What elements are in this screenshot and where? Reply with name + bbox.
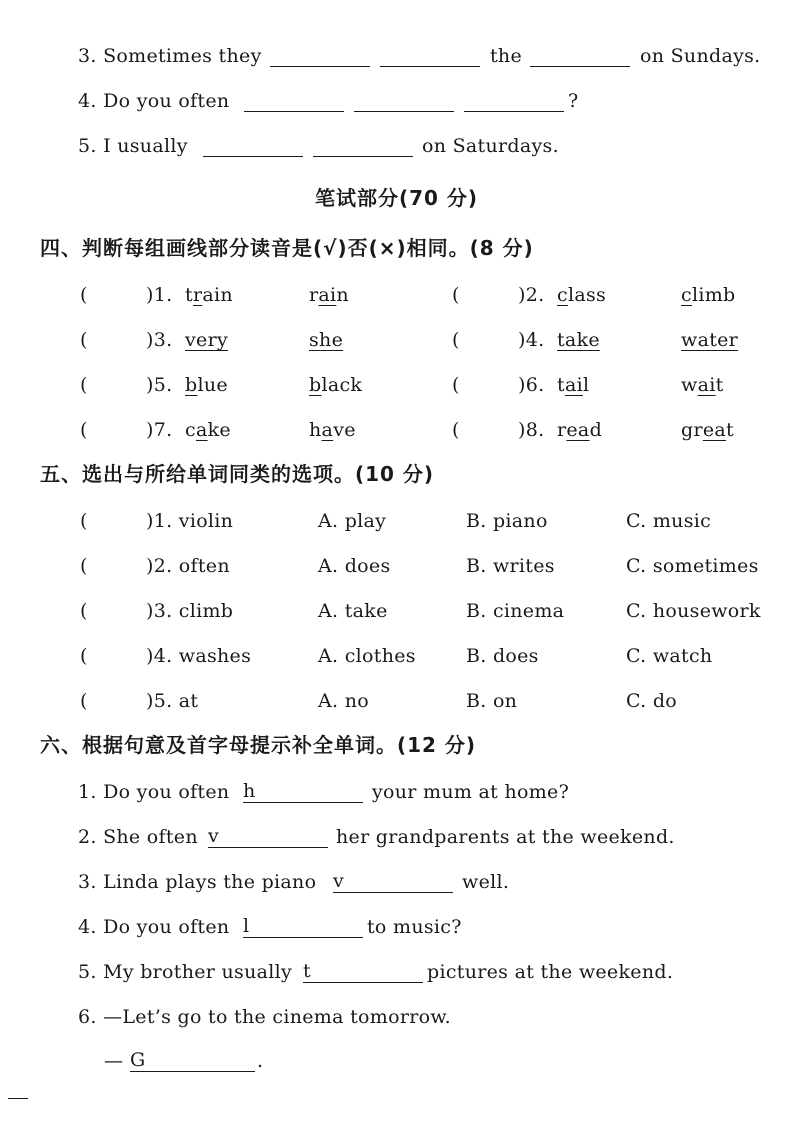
first-letter-hint: l xyxy=(243,915,250,937)
item-number: )4. xyxy=(518,329,545,351)
answer-blank[interactable] xyxy=(243,780,363,803)
sentence-end: her grandparents at the weekend. xyxy=(336,826,675,848)
word-1 xyxy=(557,324,600,356)
answer-blank[interactable] xyxy=(354,89,454,112)
first-letter-hint: h xyxy=(243,780,256,802)
answer-blank[interactable] xyxy=(270,44,370,67)
option-b[interactable]: B. writes xyxy=(466,555,555,577)
underlined-letters: ai xyxy=(564,374,583,396)
option-b[interactable]: B. does xyxy=(466,645,539,667)
item-number: )8. xyxy=(518,419,545,441)
word-2: wait xyxy=(681,374,724,396)
answer-blank[interactable] xyxy=(208,825,328,848)
underlined-letters: ai xyxy=(318,284,337,306)
answer-blank[interactable] xyxy=(464,89,564,112)
answer-paren[interactable]: ( xyxy=(452,284,460,306)
given-word: )4. washes xyxy=(146,645,252,667)
answer-blank[interactable] xyxy=(313,134,413,157)
underlined-letters: she xyxy=(309,329,344,351)
item-number: )3. xyxy=(146,329,173,351)
item-number: )5. xyxy=(146,374,173,396)
answer-paren[interactable]: ( xyxy=(80,690,88,712)
section-5-title: 五、选出与所给单词同类的选项。(10 分) xyxy=(40,462,435,486)
word-1: tail xyxy=(557,374,590,396)
item-number: )2. xyxy=(518,284,545,306)
underlined-letters: ai xyxy=(697,374,716,396)
fill-in-row xyxy=(0,866,794,898)
option-b[interactable]: B. piano xyxy=(466,510,548,532)
answer-paren[interactable]: ( xyxy=(452,419,460,441)
fill-in-row xyxy=(0,1001,794,1033)
given-word: )3. climb xyxy=(146,600,234,622)
word-2: rain xyxy=(309,284,349,306)
word-1: blue xyxy=(185,374,228,396)
classify-row xyxy=(0,640,794,672)
underlined-letters: take xyxy=(557,329,600,351)
answer-paren[interactable]: ( xyxy=(452,329,460,351)
word-1: train xyxy=(185,284,233,306)
answer-blank[interactable] xyxy=(244,89,344,112)
answer-paren[interactable]: ( xyxy=(80,645,88,667)
sentence-start: 2. She often xyxy=(78,826,198,848)
sentence-start: 6. —Let’s go to the cinema tomorrow. xyxy=(78,1006,451,1028)
option-b[interactable]: B. on xyxy=(466,690,518,712)
answer-paren[interactable]: ( xyxy=(80,374,88,396)
answer-blank[interactable] xyxy=(203,134,303,157)
classify-row xyxy=(0,685,794,717)
answer-blank[interactable] xyxy=(303,960,423,983)
listen-item-4: 4. Do you often ? xyxy=(78,90,579,112)
word-1: read xyxy=(557,419,603,441)
sentence-end: pictures at the weekend. xyxy=(427,961,674,983)
sentence-start: 4. Do you often xyxy=(78,916,230,938)
option-c[interactable]: C. sometimes xyxy=(626,555,759,577)
sound-compare-row xyxy=(0,369,794,401)
classify-row xyxy=(0,505,794,537)
sentence-end: your mum at home? xyxy=(372,781,570,803)
answer-paren[interactable]: ( xyxy=(80,284,88,306)
underlined-letters: ea xyxy=(702,419,727,441)
first-letter-hint: v xyxy=(208,825,220,847)
answer-blank[interactable] xyxy=(380,44,480,67)
word-1: cake xyxy=(185,419,231,441)
fill-in-row xyxy=(0,911,794,943)
underlined-letters: c xyxy=(681,284,692,306)
section-4-title: 四、判断每组画线部分读音是(√)否(×)相同。(8 分) xyxy=(40,236,534,260)
section-6-title: 六、根据句意及首字母提示补全单词。(12 分) xyxy=(40,733,477,757)
sound-compare-row xyxy=(0,414,794,446)
underlined-letters: very xyxy=(185,329,228,351)
written-part-title: 笔试部分(70 分) xyxy=(315,186,479,210)
page-corner-mark xyxy=(8,1098,28,1099)
answer-blank[interactable] xyxy=(530,44,630,67)
sound-compare-row xyxy=(0,324,794,356)
option-c[interactable]: C. do xyxy=(626,690,678,712)
listen-item-3: 3. Sometimes they the on Sundays. xyxy=(78,45,761,67)
word-2: climb xyxy=(681,284,736,306)
word-2: have xyxy=(309,419,356,441)
underlined-letters: ea xyxy=(566,419,590,441)
option-c[interactable]: C. housework xyxy=(626,600,761,622)
listen-item-5: 5. I usually on Saturdays. xyxy=(78,135,559,157)
option-a[interactable]: A. does xyxy=(318,555,391,577)
answer-paren[interactable]: ( xyxy=(80,600,88,622)
sentence-start: 3. Linda plays the piano xyxy=(78,871,317,893)
sentence-end: to music? xyxy=(367,916,462,938)
underlined-letters: c xyxy=(557,284,568,306)
underlined-letters: water xyxy=(681,329,739,351)
classify-row xyxy=(0,595,794,627)
classify-row xyxy=(0,550,794,582)
answer-paren[interactable]: ( xyxy=(80,510,88,532)
first-letter-hint: t xyxy=(303,960,311,982)
sentence-start: 5. My brother usually xyxy=(78,961,293,983)
given-word: )1. violin xyxy=(146,510,234,532)
underlined-letters: r xyxy=(192,284,203,306)
word-1 xyxy=(185,324,228,356)
answer-paren[interactable]: ( xyxy=(80,419,88,441)
option-b[interactable]: B. cinema xyxy=(466,600,565,622)
item-number: )7. xyxy=(146,419,173,441)
answer-paren[interactable]: ( xyxy=(80,555,88,577)
answer-blank[interactable] xyxy=(243,915,363,938)
option-a[interactable]: A. clothes xyxy=(318,645,416,667)
sound-compare-row xyxy=(0,279,794,311)
answer-blank[interactable]: G xyxy=(130,1049,255,1072)
dialog-answer-line: — G . xyxy=(104,1049,264,1072)
first-letter-hint: v xyxy=(333,870,345,892)
sentence-end: well. xyxy=(462,871,510,893)
item-number: )1. xyxy=(146,284,173,306)
underlined-letters: b xyxy=(185,374,198,396)
answer-paren[interactable]: ( xyxy=(452,374,460,396)
underlined-letters: a xyxy=(195,419,208,441)
answer-paren[interactable]: ( xyxy=(80,329,88,351)
sentence-start: 1. Do you often xyxy=(78,781,230,803)
option-a[interactable]: A. play xyxy=(318,510,387,532)
option-a[interactable]: A. take xyxy=(318,600,388,622)
given-word: )5. at xyxy=(146,690,199,712)
word-2 xyxy=(681,324,738,356)
fill-in-row xyxy=(0,956,794,988)
option-c[interactable]: C. music xyxy=(626,510,712,532)
underlined-letters: b xyxy=(309,374,322,396)
word-1: class xyxy=(557,284,607,306)
option-c[interactable]: C. watch xyxy=(626,645,713,667)
underlined-letters: a xyxy=(321,419,334,441)
item-number: )6. xyxy=(518,374,545,396)
word-2: great xyxy=(681,419,734,441)
word-2 xyxy=(309,324,343,356)
answer-blank[interactable] xyxy=(333,870,453,893)
word-2: black xyxy=(309,374,363,396)
option-a[interactable]: A. no xyxy=(318,690,369,712)
given-word: )2. often xyxy=(146,555,230,577)
fill-in-row xyxy=(0,821,794,853)
fill-in-row xyxy=(0,776,794,808)
